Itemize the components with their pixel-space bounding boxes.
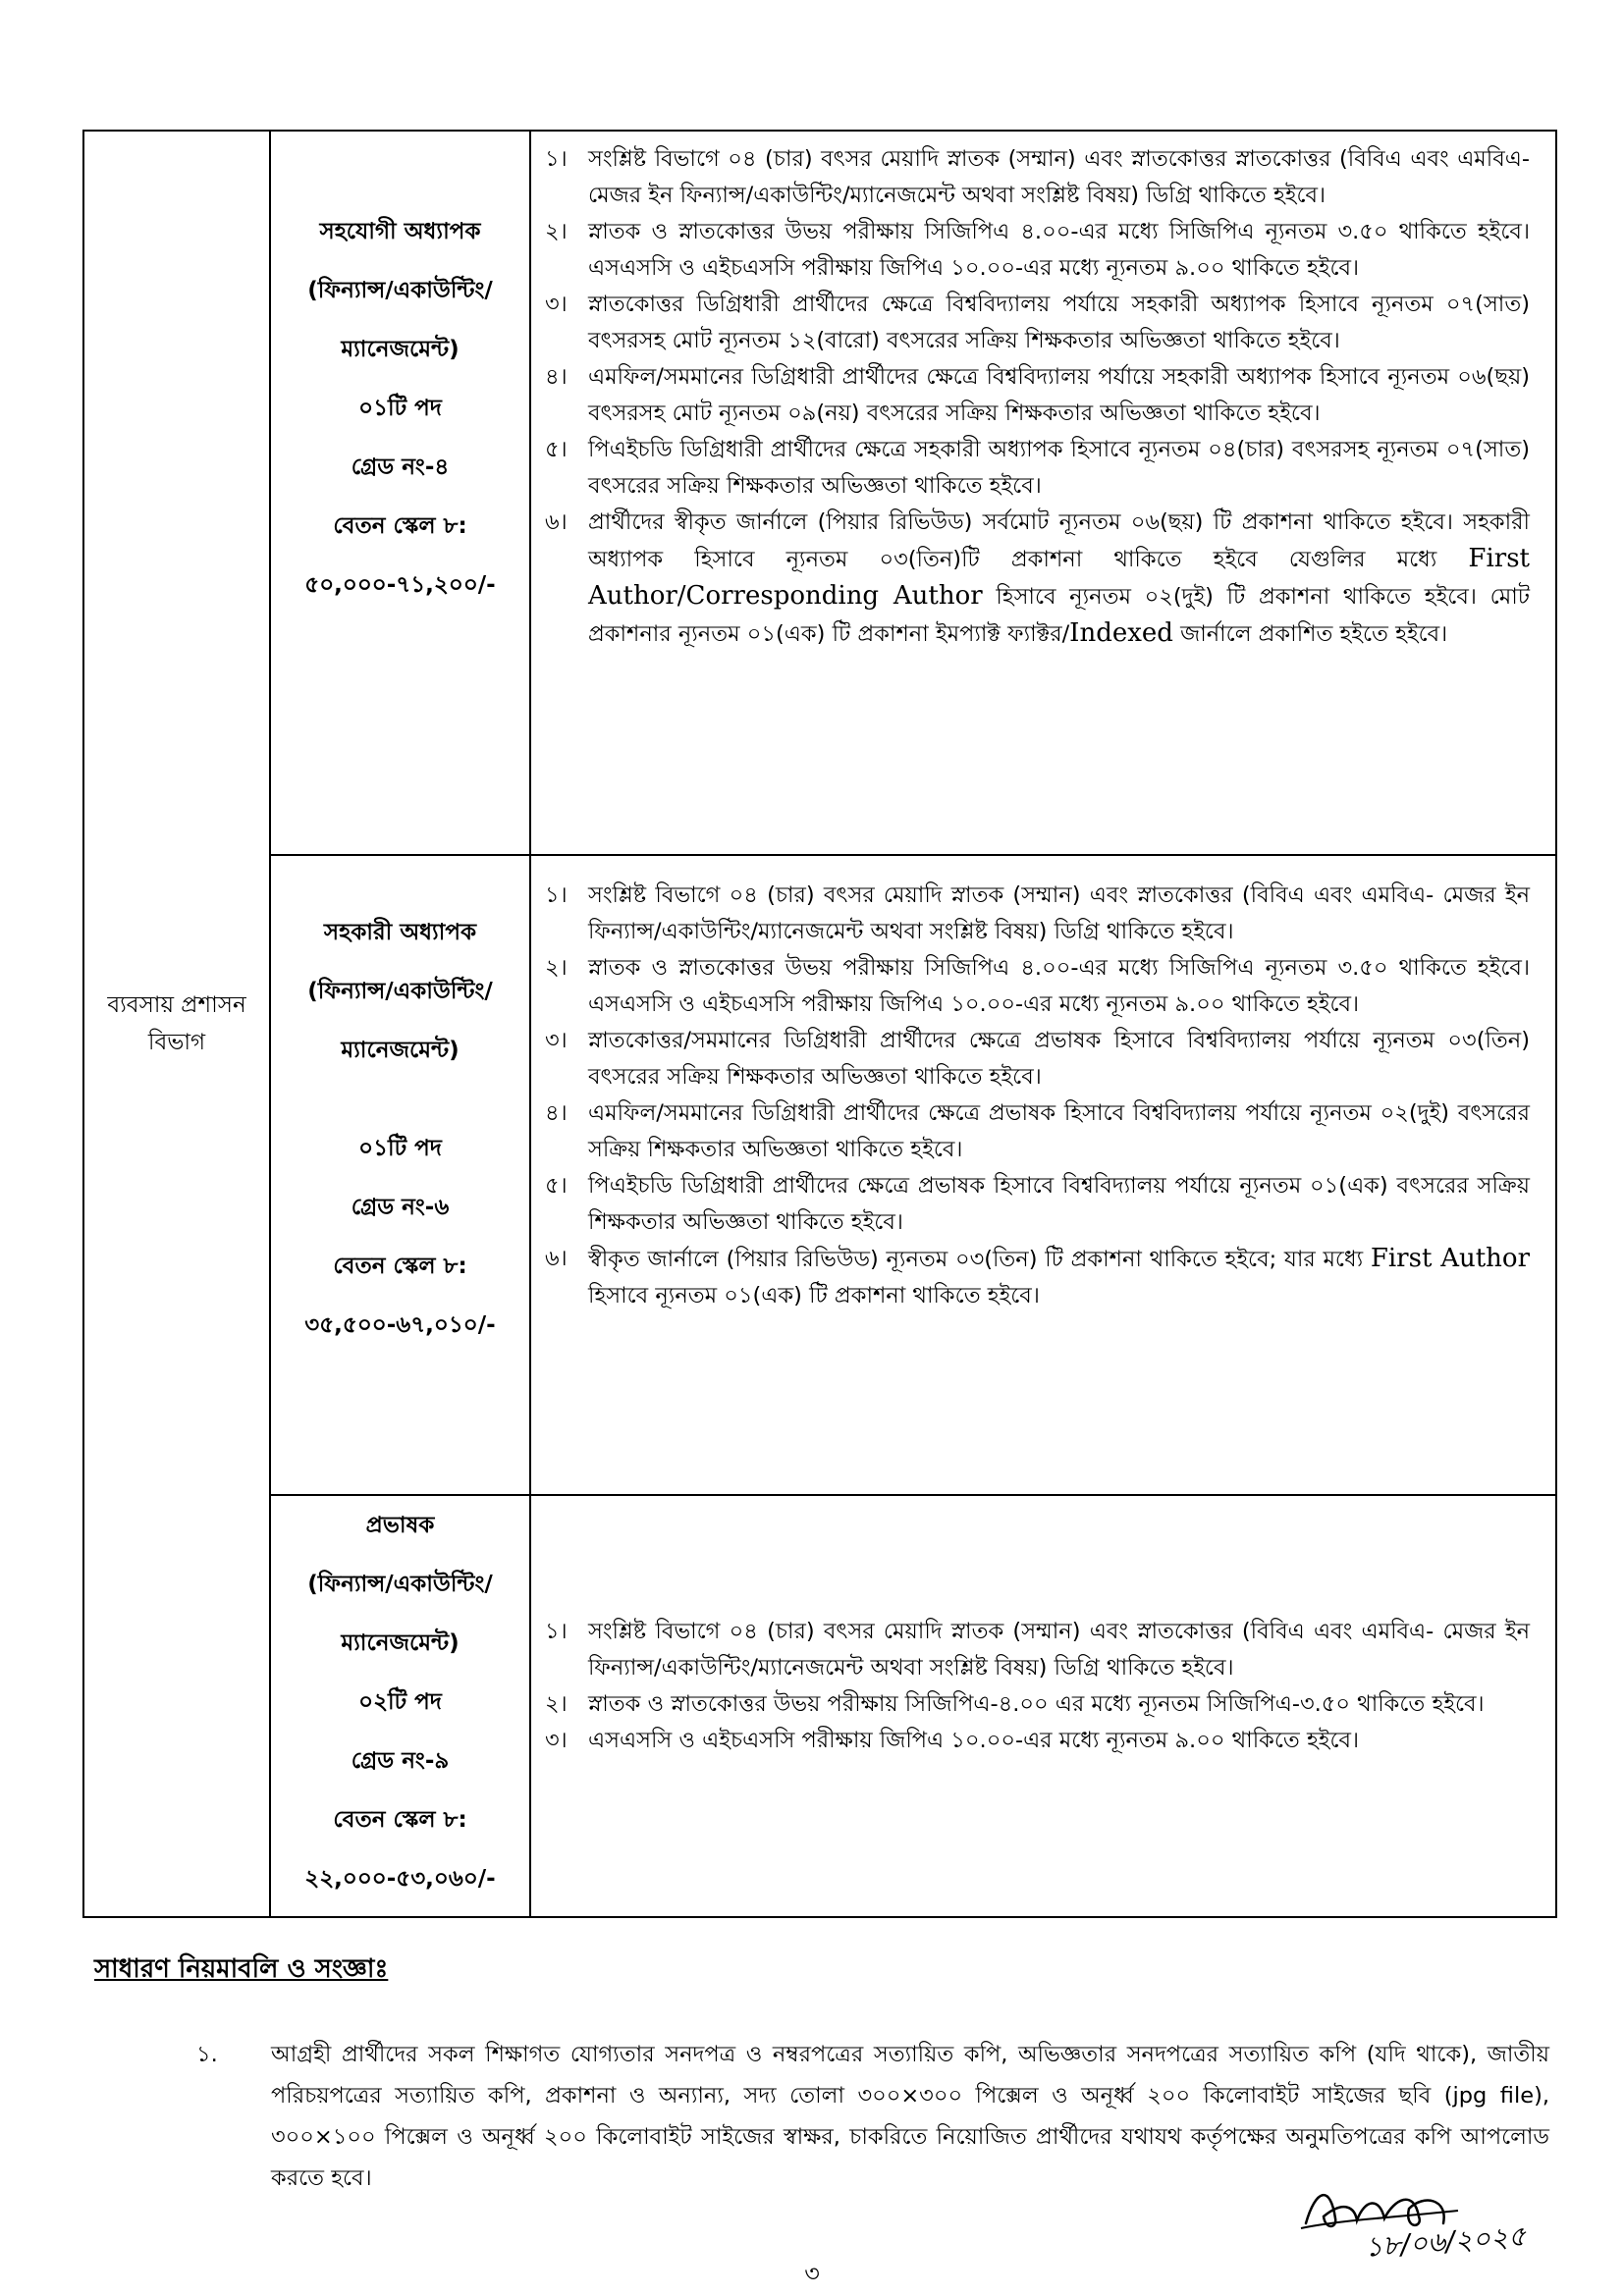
item-number: ৫। xyxy=(545,437,568,462)
item-number: ৩। xyxy=(545,1028,568,1053)
section-title: সাধারণ নিয়মাবলি ও সংজ্ঞাঃ xyxy=(94,1954,389,1984)
signature-date: ১৮/০৬/২০২৫ xyxy=(1363,2219,1528,2264)
list-item xyxy=(545,141,1530,214)
position-title: সহকারী অধ্যাপক xyxy=(323,920,477,945)
list-item xyxy=(545,1168,1530,1241)
item-number: ১। xyxy=(545,146,568,172)
list-item xyxy=(545,214,1530,287)
item-number: ৬। xyxy=(545,1246,568,1271)
item-text: স্নাতকোত্তর ডিগ্রিধারী প্রার্থীদের ক্ষেত্রে বিশ্ববিদ্যালয় পর্যায়ে সহকারী অধ্যাপক হিসাবে ন্যূনতম ০৭(সাত) বৎসরসহ মোট ন্যূনতম ১২(বারো) বৎসরের সক্রিয় শিক্ষকতার অভিজ্ঞতা থাকিতে হইবে। xyxy=(588,292,1530,353)
item-text: স্নাতকোত্তর/সমমানের ডিগ্রিধারী প্রার্থীদের ক্ষেত্রে প্রভাষক হিসাবে বিশ্ববিদ্যালয় পর্যায়ে ন্যূনতম ০৩(তিন) বৎসরের সক্রিয় শিক্ষকতার অভিজ্ঞতা থাকিতে হইবে। xyxy=(588,1028,1530,1090)
item-number: ৩। xyxy=(545,292,568,317)
english-term: First Author xyxy=(1370,1244,1530,1273)
item-text: সংশ্লিষ্ট বিভাগে ০৪ (চার) বৎসর মেয়াদি স্নাতক (সম্মান) এবং স্নাতকোত্তর (বিবিএ এবং এমবিএ- মেজর ইন ফিন্যান্স/একাউন্টিং/ম্যানেজমেন্ট অথবা সংশ্লিষ্ট বিষয়) ডিগ্রি থাকিতে হইবে। xyxy=(588,882,1530,944)
item-number: ১। xyxy=(545,1619,568,1644)
position-subject: (ফিন্যান্স/একাউন্টিং/ xyxy=(307,1572,493,1597)
item-text: হিসাবে ন্যূনতম ০১(এক) টি প্রকাশনা থাকিতে হইবে। xyxy=(588,1283,1040,1308)
requirements-list xyxy=(531,132,1555,663)
list-item xyxy=(545,1723,1530,1759)
item-number: ২। xyxy=(545,219,568,244)
pay-scale: ২২,০০০-৫৩,০৬০/- xyxy=(304,1866,496,1892)
requirements-cell xyxy=(530,131,1556,855)
item-text: স্বীকৃত জার্নালে (পিয়ার রিভিউড) ন্যূনতম ০৩(তিন) টি প্রকাশনা থাকিতে হইবে; যার মধ্যে xyxy=(588,1247,1371,1272)
department-cell xyxy=(83,131,270,1917)
item-number: ১। xyxy=(545,882,568,908)
item-text: প্রার্থীদের স্বীকৃত জার্নালে (পিয়ার রিভিউড) সর্বমোট ন্যূনতম ০৬(ছয়) টি প্রকাশনা থাকিতে হইবে। সহকারী অধ্যাপক হিসাবে ন্যূনতম ০৩(তিন)টি প্রকাশনা থাকিতে হইবে যেগুলির মধ্যে xyxy=(588,509,1530,572)
position-posts: ০১টি পদ xyxy=(358,396,442,421)
item-number: ৪। xyxy=(545,1100,568,1126)
position-posts: ০১টি পদ xyxy=(358,1136,442,1161)
item-text: পিএইচডি ডিগ্রিধারী প্রার্থীদের ক্ষেত্রে সহকারী অধ্যাপক হিসাবে ন্যূনতম ০৪(চার) বৎসরসহ ন্যূনতম ০৭(সাত) বৎসরের সক্রিয় শিক্ষকতার অভিজ্ঞতা থাকিতে হইবে। xyxy=(588,437,1530,499)
position-subject: (ফিন্যান্স/একাউন্টিং/ xyxy=(307,278,493,303)
list-item xyxy=(545,287,1530,359)
position-subject: (ফিন্যান্স/একাউন্টিং/ xyxy=(307,979,493,1004)
list-item xyxy=(545,1686,1530,1723)
position-subject: ম্যানেজমেন্ট) xyxy=(341,1038,460,1063)
position-title: সহযোগী অধ্যাপক xyxy=(319,219,481,244)
list-item xyxy=(545,950,1530,1023)
item-text: সংশ্লিষ্ট বিভাগে ০৪ (চার) বৎসর মেয়াদি স্নাতক (সম্মান) এবং স্নাতকোত্তর স্নাতকোত্তর (বিবিএ এবং এমবিএ- মেজর ইন ফিন্যান্স/একাউন্টিং/ম্যানেজমেন্ট অথবা সংশ্লিষ্ট বিষয়) ডিগ্রি থাকিতে হইবে। xyxy=(588,146,1530,208)
item-number: ১. xyxy=(196,2042,218,2067)
item-text: স্নাতক ও স্নাতকোত্তর উভয় পরীক্ষায় সিজিপিএ ৪.০০-এর মধ্যে সিজিপিএ ন্যূনতম ৩.৫০ থাকিতে হইবে। এসএসসি ও এইচএসসি পরীক্ষায় জিপিএ ১০.০০-এর মধ্যে ন্যূনতম ৯.০০ থাকিতে হইবে। xyxy=(588,955,1530,1017)
item-text: আগ্রহী প্রার্থীদের সকল শিক্ষাগত যোগ্যতার সনদপত্র ও নম্বরপত্রের সত্যায়িত কপি, অভিজ্ঞতার সনদপত্রের সত্যায়িত কপি (যদি থাকে), জাতীয় পরিচয়পত্রের সত্যায়িত কপি, প্রকাশনা ও অন্যান্য, সদ্য তোলা ৩০০×৩০০ পিক্সেল ও অনূর্ধ্ব ২০০ কিলোবাইট সাইজের ছবি (jpg file), ৩০০×১০০ পিক্সেল ও অনূর্ধ্ব ২০০ কিলোবাইট সাইজের স্বাক্ষর, চাকরিতে নিয়োজিত প্রার্থীদের যথাযথ কর্তৃপক্ষের অনুমতিপত্রের কপি আপলোড করতে হবে। xyxy=(271,2042,1549,2191)
pay-label: বেতন স্কেল ৮: xyxy=(333,1254,467,1279)
item-text: হিসাবে ন্যূনতম ০২(দুই) টি প্রকাশনা থাকিতে হইবে। মোট প্রকাশনার ন্যূনতম ০১(এক) টি প্রকাশনা ইমপ্যাক্ট ফ্যাক্টর/ xyxy=(588,584,1530,647)
pay-label: বেতন স্কেল ৮: xyxy=(333,1807,467,1833)
list-item xyxy=(545,432,1530,505)
list-item xyxy=(545,1095,1530,1168)
positions-table xyxy=(82,130,1557,1918)
position-grade: গ্রেড নং-৯ xyxy=(351,1748,450,1774)
position-cell xyxy=(270,1495,530,1917)
position-subject: ম্যানেজমেন্ট) xyxy=(341,337,460,362)
item-text: স্নাতক ও স্নাতকোত্তর উভয় পরীক্ষায় সিজিপিএ-৪.০০ এর মধ্যে ন্যূনতম সিজিপিএ-৩.৫০ থাকিতে হইবে। xyxy=(588,1691,1485,1717)
list-item xyxy=(545,359,1530,432)
position-cell xyxy=(270,855,530,1495)
pay-scale: ৫০,০০০-৭১,২০০/- xyxy=(304,572,496,598)
item-text: পিএইচডি ডিগ্রিধারী প্রার্থীদের ক্ষেত্রে প্রভাষক হিসাবে বিশ্ববিদ্যালয় পর্যায়ে ন্যূনতম ০১(এক) বৎসরের সক্রিয় শিক্ষকতার অভিজ্ঞতা থাকিতে হইবে। xyxy=(588,1173,1530,1235)
table-row xyxy=(83,1495,1556,1917)
requirements-cell xyxy=(530,855,1556,1495)
department-name: ব্যবসায় প্রশাসন বিভাগ xyxy=(107,992,246,1055)
table-row xyxy=(83,855,1556,1495)
position-grade: গ্রেড নং-৬ xyxy=(351,1195,450,1220)
item-number: ২। xyxy=(545,955,568,981)
item-text: জার্নালে প্রকাশিত হইতে হইবে। xyxy=(1172,621,1448,647)
position-subject: ম্যানেজমেন্ট) xyxy=(341,1630,460,1656)
table-row xyxy=(83,131,1556,855)
item-number: ২। xyxy=(545,1691,568,1717)
english-term: Indexed xyxy=(1069,618,1173,648)
item-text: স্নাতক ও স্নাতকোত্তর উভয় পরীক্ষায় সিজিপিএ ৪.০০-এর মধ্যে সিজিপিএ ন্যূনতম ৩.৫০ থাকিতে হইবে। এসএসসি ও এইচএসসি পরীক্ষায় জিপিএ ১০.০০-এর মধ্যে ন্যূনতম ৯.০০ থাকিতে হইবে। xyxy=(588,219,1530,281)
pay-scale: ৩৫,৫০০-৬৭,০১০/- xyxy=(304,1312,496,1338)
page-number: ৩ xyxy=(804,2260,820,2287)
item-number: ৩। xyxy=(545,1728,568,1753)
item-text: এসএসসি ও এইচএসসি পরীক্ষায় জিপিএ ১০.০০-এর মধ্যে ন্যূনতম ৯.০০ থাকিতে হইবে। xyxy=(588,1728,1360,1753)
list-item xyxy=(545,878,1530,950)
item-number: ৫। xyxy=(545,1173,568,1199)
position-cell xyxy=(270,131,530,855)
item-number: ৪। xyxy=(545,364,568,390)
position-grade: গ্রেড নং-৪ xyxy=(351,454,450,480)
list-item xyxy=(545,1614,1530,1686)
english-term: First Author/Corresponding Author xyxy=(588,544,1530,611)
item-text: সংশ্লিষ্ট বিভাগে ০৪ (চার) বৎসর মেয়াদি স্নাতক (সম্মান) এবং স্নাতকোত্তর (বিবিএ এবং এমবিএ- মেজর ইন ফিন্যান্স/একাউন্টিং/ম্যানেজমেন্ট অথবা সংশ্লিষ্ট বিষয়) ডিগ্রি থাকিতে হইবে। xyxy=(588,1619,1530,1681)
list-item xyxy=(545,1241,1530,1314)
requirements-list xyxy=(531,1496,1555,1769)
requirements-list xyxy=(531,856,1555,1324)
list-item xyxy=(545,1023,1530,1095)
item-text: এমফিল/সমমানের ডিগ্রিধারী প্রার্থীদের ক্ষেত্রে প্রভাষক হিসাবে বিশ্ববিদ্যালয় পর্যায়ে ন্যূনতম ০২(দুই) বৎসরের সক্রিয় শিক্ষকতার অভিজ্ঞতা থাকিতে হইবে। xyxy=(588,1100,1530,1162)
requirements-cell xyxy=(530,1495,1556,1917)
pay-label: বেতন স্কেল ৮: xyxy=(333,513,467,539)
list-item xyxy=(545,505,1530,653)
position-posts: ০২টি পদ xyxy=(358,1689,442,1715)
position-title: প্রভাষক xyxy=(365,1513,435,1538)
item-text: এমফিল/সমমানের ডিগ্রিধারী প্রার্থীদের ক্ষেত্রে বিশ্ববিদ্যালয় পর্যায়ে সহকারী অধ্যাপক হিসাবে ন্যূনতম ০৬(ছয়) বৎসরসহ মোট ন্যূনতম ০৯(নয়) বৎসরের সক্রিয় শিক্ষকতার অভিজ্ঞতা থাকিতে হইবে। xyxy=(588,364,1530,426)
item-number: ৬। xyxy=(545,509,568,535)
